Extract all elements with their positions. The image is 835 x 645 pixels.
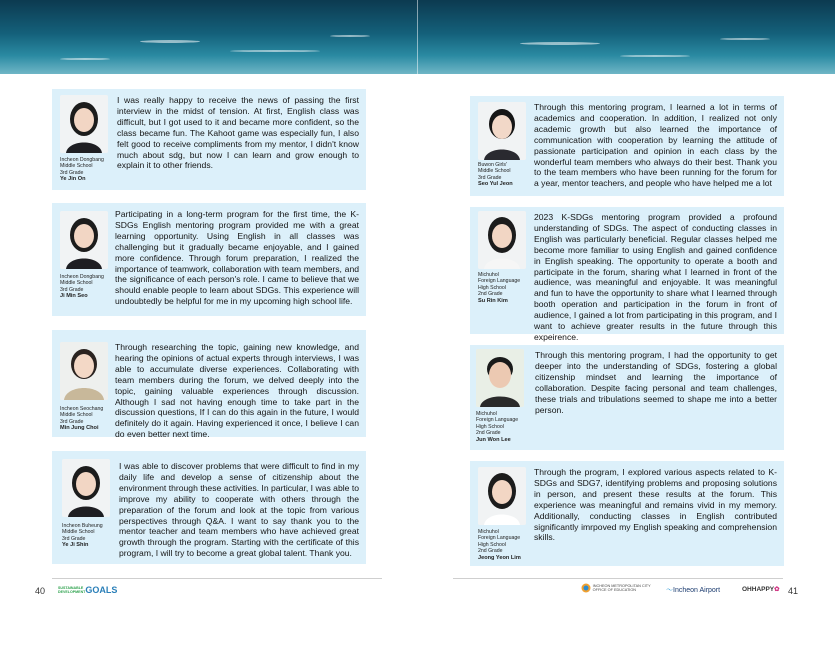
page-gutter: [417, 0, 418, 74]
testimonial-text: Participating in a long-term program for the first time, the K-SDGs English mentoring program provided me with a great learning opportunity. Using English in all classes was challenging but it gradually became enjoyable, and I gained more confidence. Through forum preparation, I realized the importance of teamwork, collaboration with team members, and the significance of each person's role. I came to believe that we should enable people to learn about SDGs. This experience will undoubtedly be helpful for me in my upcoming high school life.: [115, 209, 359, 307]
testimonial-card: [52, 89, 366, 190]
testimonial-text: Through the program, I explored various aspects related to K-SDGs and SDG7, identifying problems and proposing solutions in person, and present these results at the forum. This experience was meaningful and remains vivid in my memory. Additionally, conducting classes in English contributed significantly imrpoved my English speaking and comprehension skills.: [534, 467, 777, 543]
airport-swoosh-icon: 〜: [666, 587, 673, 594]
student-photo: [60, 211, 108, 269]
student-photo: [478, 467, 526, 525]
student-photo: [478, 211, 526, 269]
testimonial-card: [52, 203, 366, 316]
testimonial-text: I was able to discover problems that were difficult to find in my daily life and develop a sense of citizenship about the environment through these activities. In particular, I was able to improve my ability to cooperate with others through the preparation of the forum and look at the topic from various perspectives through Q&A. I want to say thank you to the mentor teacher and team members who have achieved great growth through the program. Starting with the certificate of this program, I will try to become a great global talent. Thank you.: [119, 461, 359, 559]
incheon-airport-logo: 〜Incheon Airport: [666, 587, 721, 594]
testimonial-card: [470, 461, 784, 566]
student-name: Jun Won Lee: [476, 436, 511, 443]
student-info: Incheon Buheung Middle School 3rd Grade Ye Ji Shin: [62, 523, 122, 549]
testimonial-text: 2023 K-SDGs mentoring program provided a profound understanding of SDGs. The aspect of conducting classes in English was particularly beneficial. Regular classes helped me become more familiar to using English and gained confidence in English speaking. The opportunity to operate a booth and participate in the forum, sharing what I learned in front of the audience, was meaningful and enjoyable. It was meaningful and fun to have the opportunity to share what I learned through booth operation and participation in the forum in front of audience, I gained a lot from participating in this program, and I want to achieve greater results in the future through this expeirence.: [534, 212, 777, 342]
student-info: Buwon Girls' Middle School 3rd Grade Seo Yul Jeon: [478, 162, 538, 188]
testimonial-card: [52, 451, 366, 564]
page-number: 40: [35, 586, 46, 596]
flower-icon: ✿: [774, 586, 780, 593]
student-photo: [62, 459, 110, 517]
student-info: Michuhol Foreign Language High School 2nd Grade Jeong Yeon Lim: [478, 529, 538, 561]
office-of-education-logo: INCHEON METROPOLITAN CITY OFFICE OF EDUCATION: [581, 582, 651, 594]
student-name: Ji Min Seo: [60, 293, 88, 300]
student-photo: [478, 102, 526, 160]
student-name: Seo Yul Jeon: [478, 181, 513, 188]
education-office-icon: [581, 582, 591, 594]
student-name: Jeong Yeon Lim: [478, 554, 521, 561]
testimonial-text: I was really happy to receive the news of passing the first interview in the midst of tension. At first, English class was difficult, but I got used to it and became more confident, so the class became fun. The Kahoot game was especially fun, I also felt good to receive compliments from my mentor, I didn't know much about sdg, but now I can learn and grow enough to explain it to other friends.: [117, 95, 359, 171]
student-info: Incheon Dongbang Middle School 3rd Grade Ye Jin On: [60, 157, 120, 183]
student-info: Incheon Seochang Middle School 3rd Grade Min Jung Choi: [60, 406, 120, 432]
testimonial-card: [470, 96, 784, 196]
student-info: Michuhol Foreign Language High School 2nd Grade Su Rin Kim: [478, 272, 538, 304]
testimonial-text: Through researching the topic, gaining new knowledge, and hearing the opinions of actual experts through interviews, I was able to accumulate diverse experiences. Collaborating with team members during the forum, we delved deeply into the topic, gaining valuable experiences through discussion. Although I sad not having enough time to take part in the discussion questions, If I can do this again in the future, I would definitely do it again. Having experienced it once, I believe I can do even better next time.: [115, 342, 359, 440]
testimonial-text: Through this mentoring program, I had the opportunity to get deeper into the understanding of SDGs, fostering a global citizenship mindset and learning the importance of collaboration. Despite facing personal and team challenges, these trials and tribulations seemed to shape me into a better person.: [535, 350, 777, 415]
page-number: 41: [788, 586, 799, 596]
testimonial-card: [470, 345, 784, 450]
student-photo: [476, 349, 524, 407]
student-name: Su Rin Kim: [478, 297, 508, 304]
student-photo: [60, 95, 108, 153]
footer-divider: [52, 578, 382, 579]
student-name: Ye Jin On: [60, 176, 86, 183]
student-info: Incheon Dongbang Middle School 3rd Grade Ji Min Seo: [60, 274, 120, 300]
footer-divider: [453, 578, 783, 579]
testimonial-text: Through this mentoring program, I learned a lot in terms of academics and cooperation. In addition, I realized not only academic growth but also learned the importance of communication with cooperation by learning the attitude of passionate participation and opinion in each class by the wonderful team members who always do their best. Thank you to the team members who have been running for the forum for a year, mentor teachers, and people who have helped me a lot: [534, 102, 777, 189]
student-name: Min Jung Choi: [60, 425, 99, 432]
testimonial-card: [470, 207, 784, 342]
student-photo: [60, 342, 108, 400]
ohhappy-logo: OHHAPPY✿: [742, 586, 780, 593]
student-info: Michuhol Foreign Language High School 2nd Grade Jun Won Lee: [476, 411, 536, 443]
testimonial-card: [52, 330, 366, 440]
student-name: Ye Ji Shin: [62, 542, 89, 549]
sdg-logo: SUSTAINABLE DEVELOPMENT GOALS: [58, 585, 118, 595]
